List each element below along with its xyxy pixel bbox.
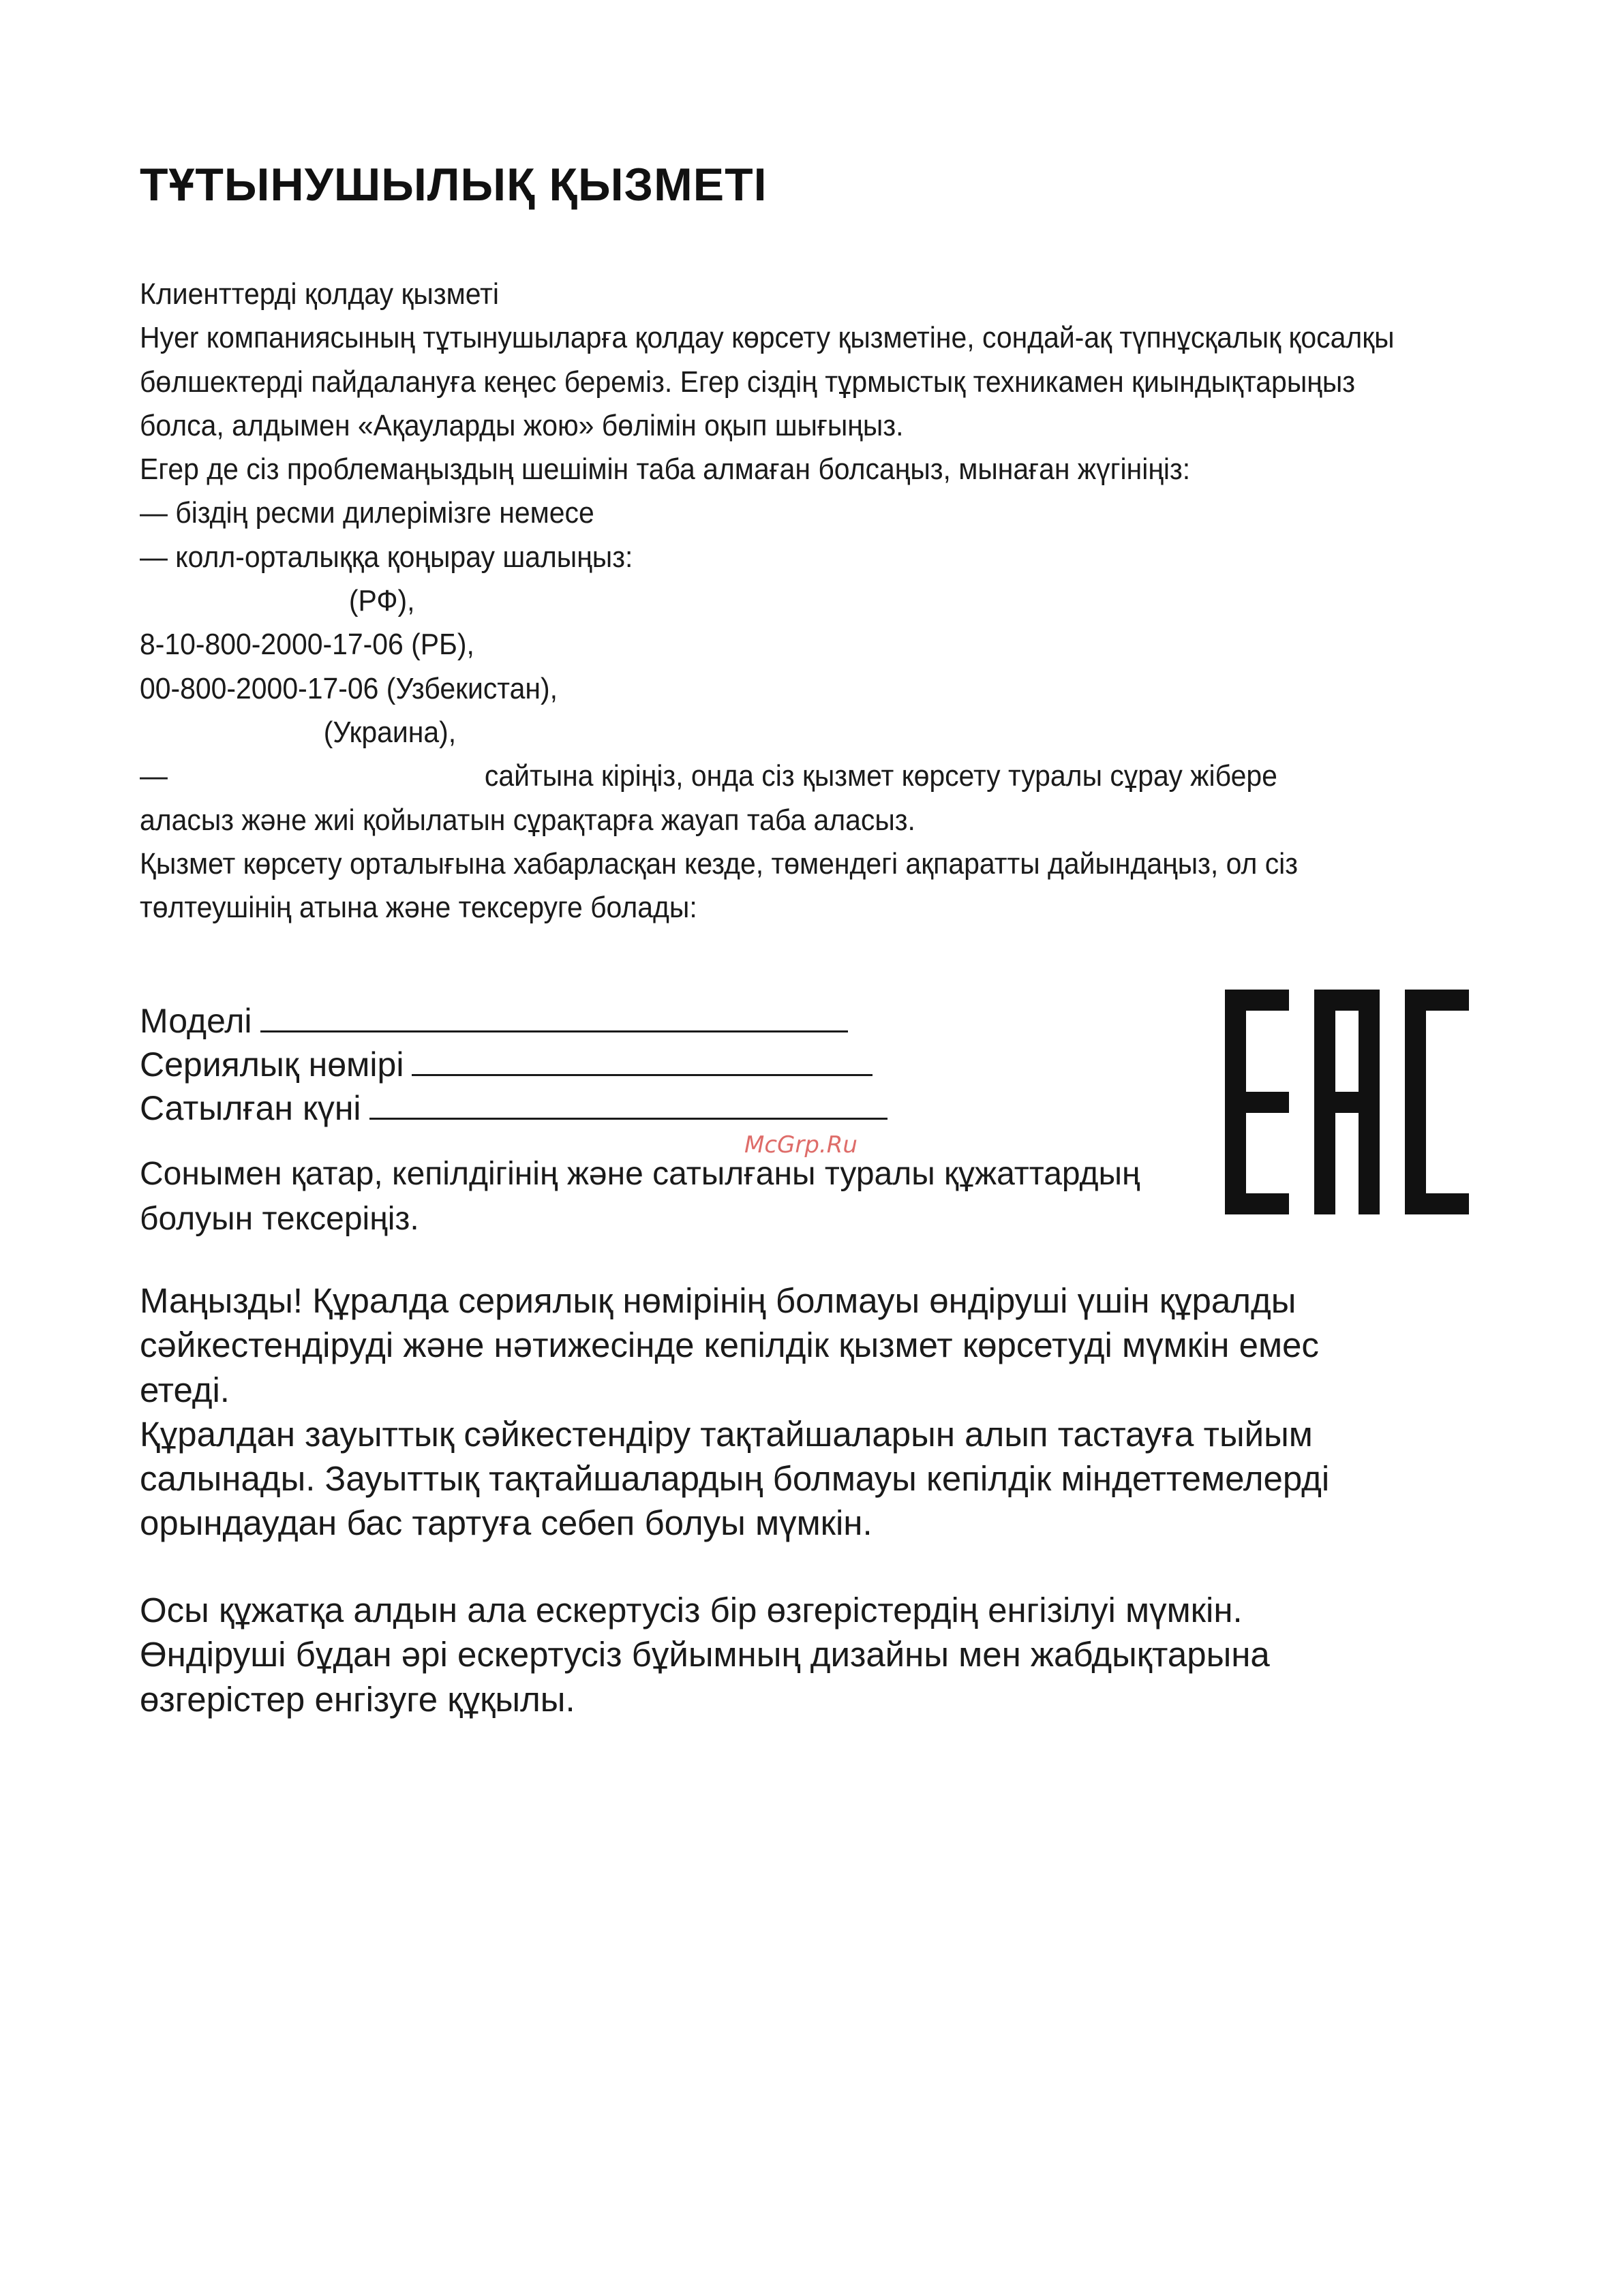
change-notice	[140, 1588, 1270, 1721]
phone-rf	[140, 579, 1440, 623]
important-line: сәйкестендіруді және нәтижесінде кепілдік қызмет көрсетуді мүмкін емес	[140, 1326, 1319, 1365]
serial-number-field[interactable]	[412, 1044, 873, 1076]
notice-line: өзгерістер енгізуге құқылы.	[140, 1679, 575, 1719]
purchase-date-field[interactable]	[369, 1088, 888, 1120]
model-field[interactable]	[260, 1000, 848, 1032]
website-line	[140, 754, 1440, 798]
phone-ua-label: (Украина),	[323, 715, 457, 749]
important-line: орындаудан бас тартуға себеп болуы мүмкін.	[140, 1503, 873, 1543]
phone-rb: 8-10-800-2000-17-06 (РБ),	[140, 628, 474, 662]
phone-rf-label: (РФ),	[348, 584, 415, 618]
important-line: салынады. Зауыттық тақтайшалардың болмауы кепілдік міндеттемелерді	[140, 1459, 1330, 1499]
notice-line: Өндіруші бұдан әрі ескертусіз бұйымның дизайны мен жабдықтарына	[140, 1635, 1270, 1674]
important-warning	[140, 1279, 1329, 1546]
model-row	[140, 999, 888, 1043]
model-label: Моделі	[140, 1002, 252, 1040]
serial-label: Сериялық нөмірі	[140, 1045, 404, 1084]
phone-ua	[140, 711, 1440, 754]
date-row	[140, 1086, 888, 1130]
option-call-center: — колл-орталыққа қоңырау шалыңыз:	[140, 540, 633, 574]
page-title: ТҰТЫНУШЫЛЫҚ ҚЫЗМЕТІ	[140, 159, 768, 211]
notice-line: Осы құжатқа алдын ала ескертусіз бір өзгерістердің енгізілуі мүмкін.	[140, 1591, 1243, 1629]
contact-info-line: төлтеушінің атына және тексеруге болады:	[140, 891, 697, 925]
purchase-date-label: Сатылған күні	[140, 1089, 361, 1127]
website-text: сайтына кіріңіз, онда сіз қызмет көрсету туралы сұрау жібере	[484, 759, 1277, 793]
important-line: етеді.	[140, 1370, 230, 1409]
documents-note-line: Сонымен қатар, кепілдігінің және сатылғаны туралы құжаттардың	[140, 1156, 1140, 1192]
important-line: Маңызды! Құралда сериялық нөмірінің болмауы өндіруші үшін құралды	[140, 1281, 1296, 1320]
intro-paragraph-line: болса, алдымен «Ақауларды жою» бөлімін оқып шығыңыз.	[140, 408, 904, 442]
eac-certification-mark	[1225, 990, 1469, 1214]
website-dash: —	[140, 759, 168, 793]
phone-uz: 00-800-2000-17-06 (Узбекистан),	[140, 671, 558, 705]
watermark: McGrp.Ru	[744, 1131, 858, 1159]
unresolved-problem-text: Егер де сіз проблемаңыздың шешімін таба алмаған болсаңыз, мынаған жүгініңіз:	[140, 453, 1191, 487]
documents-note-line: болуын тексеріңіз.	[140, 1201, 419, 1237]
documents-note	[140, 1152, 1140, 1242]
website-line-2: алаcыз және жиі қойылатын сұрақтарға жауап таба аласыз.	[140, 803, 915, 837]
serial-row	[140, 1043, 888, 1086]
contact-info-line: Қызмет көрсету орталығына хабарласқан кезде, төмендегі ақпаратты дайындаңыз, ол сіз	[140, 846, 1299, 881]
option-dealers: — біздің ресми дилерімізге немесе	[140, 496, 594, 530]
support-heading: Клиенттерді қолдау қызметі	[140, 277, 499, 311]
important-line: Құралдан зауыттық сәйкестендіру тақтайшаларын алып тастауға тыйым	[140, 1414, 1313, 1454]
product-info-form	[140, 999, 888, 1130]
intro-paragraph-line: Hyer компаниясының тұтынушыларға қолдау көрсету қызметіне, сондай-ақ түпнұсқалық қосалқы	[140, 321, 1395, 355]
intro-paragraph-line: бөлшектерді пайдалануға кеңес береміз. Егер сіздің тұрмыстық техникамен қиындықтарыңыз	[140, 365, 1355, 399]
customer-support-section	[140, 273, 1440, 930]
